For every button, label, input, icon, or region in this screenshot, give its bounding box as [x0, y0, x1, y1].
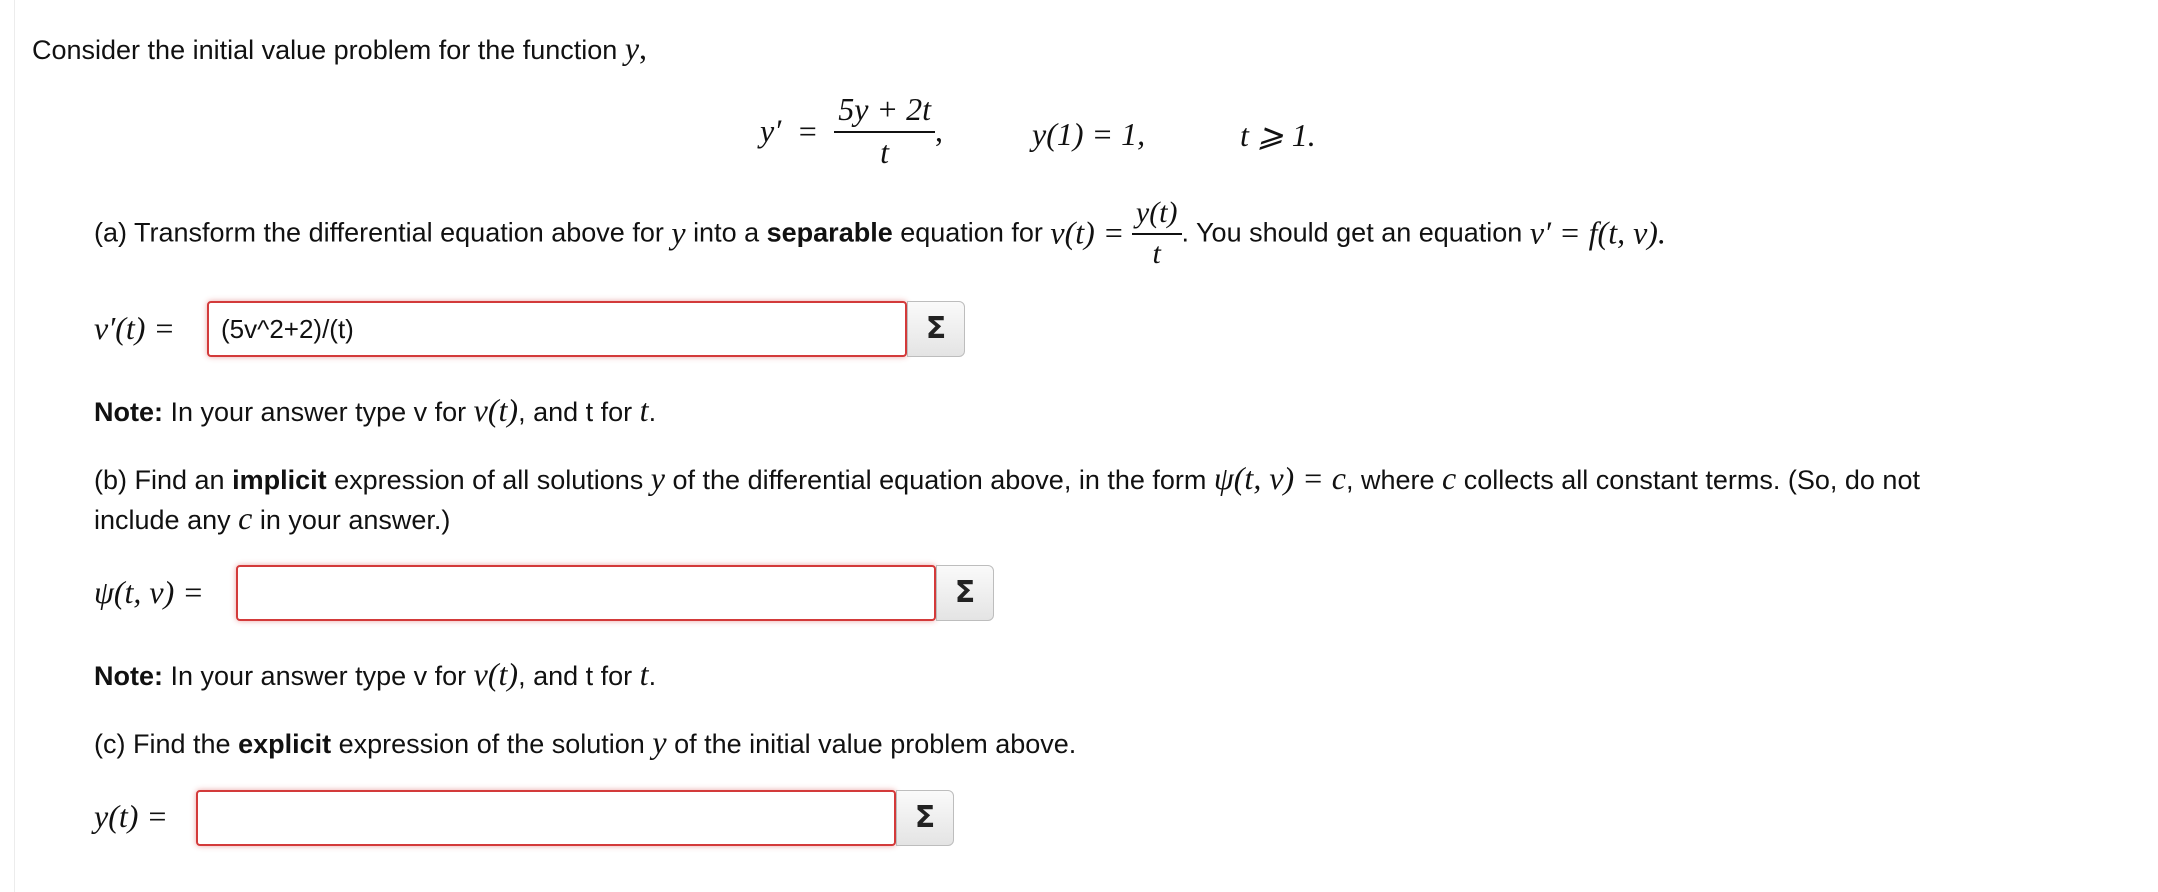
note-b-text1: In your answer type v for [170, 661, 467, 691]
part-b-text4: , where [1345, 465, 1435, 495]
note-a-text1: In your answer type v for [170, 397, 467, 427]
ode-domain: t ⩾ 1. [1240, 117, 1316, 153]
part-c-text2: expression of the solution [338, 729, 645, 759]
note-a-text2: , and t for [518, 397, 633, 427]
answer-c-label: y(t) = [94, 798, 168, 834]
answer-b-input[interactable] [250, 568, 922, 620]
answer-a-input[interactable] [221, 304, 893, 356]
part-a-sub-numerator: y(t) [1132, 196, 1182, 235]
note-a [94, 392, 656, 429]
ode-comma: , [934, 112, 943, 149]
part-a-text4: . You should get an equation [1181, 217, 1523, 248]
intro-text: Consider the initial value problem for the function [32, 35, 618, 65]
part-b-bold: implicit [232, 465, 327, 495]
answer-a-field[interactable] [207, 301, 907, 357]
note-b-text2: , and t for [518, 661, 633, 691]
part-a-sub-denominator: t [1152, 237, 1161, 270]
part-b-c1: c [1442, 460, 1457, 496]
part-b-c2: c [238, 500, 253, 536]
intro-var: y [624, 30, 640, 66]
note-b-math1: v(t) [473, 656, 519, 692]
part-a-text3: equation for [900, 217, 1043, 248]
part-a-sub-fraction [1132, 196, 1182, 270]
part-a-form: v′ = f(t, v). [1529, 214, 1666, 251]
part-c-text3: of the initial value problem above. [674, 729, 1077, 759]
answer-a-label: v′(t) = [94, 310, 175, 346]
note-a-math1: v(t) [473, 392, 519, 428]
part-c-bold: explicit [238, 729, 332, 759]
answer-b-label: ψ(t, v) = [94, 574, 204, 610]
part-c-prompt [94, 724, 1076, 761]
part-b-text5: collects all constant terms. (So, do not [1463, 465, 1920, 495]
ode-lhs: y′ [760, 112, 782, 149]
part-a-var: y [671, 214, 686, 251]
part-b-prompt-line2 [94, 500, 450, 537]
part-b-line2b: in your answer.) [259, 505, 451, 535]
answer-b-sigma-button[interactable]: Σ [936, 565, 994, 621]
part-a-sub-lhs: v(t) = [1050, 214, 1125, 251]
answer-c-input[interactable] [210, 793, 882, 845]
ode-display [760, 92, 943, 170]
part-b-var: y [650, 460, 665, 496]
answer-a-sigma-button[interactable]: Σ [907, 301, 965, 357]
part-b-form: ψ(t, v) = c [1213, 460, 1346, 496]
part-c-text1: (c) Find the [94, 729, 231, 759]
intro-line [32, 30, 647, 67]
answer-c-field[interactable] [196, 790, 896, 846]
ode-fraction [834, 92, 935, 170]
ode-denominator: t [880, 134, 890, 171]
note-a-math2: t [639, 392, 649, 428]
part-b-prompt-line1 [94, 460, 1920, 497]
note-b [94, 656, 656, 693]
part-b-text3: of the differential equation above, in the form [672, 465, 1207, 495]
note-a-label: Note: [94, 397, 163, 427]
part-c-var: y [652, 724, 667, 760]
answer-b-field[interactable] [236, 565, 936, 621]
note-b-label: Note: [94, 661, 163, 691]
part-a-text2: into a [693, 217, 760, 248]
part-b-text1: (b) Find an [94, 465, 225, 495]
answer-c-sigma-button[interactable]: Σ [896, 790, 954, 846]
initial-condition: y(1) = 1, [1032, 116, 1146, 152]
note-b-math2: t [639, 656, 649, 692]
note-b-text3: . [648, 661, 657, 691]
ode-equals: = [798, 112, 817, 149]
part-a-prompt [94, 196, 1666, 270]
part-b-line2a: include any [94, 505, 231, 535]
part-a-bold: separable [766, 217, 893, 248]
part-a-text1: (a) Transform the differential equation above for [94, 217, 664, 248]
part-b-text2: expression of all solutions [334, 465, 644, 495]
note-a-text3: . [648, 397, 657, 427]
intro-comma: , [639, 30, 648, 66]
ode-numerator: 5y + 2t [834, 92, 935, 133]
